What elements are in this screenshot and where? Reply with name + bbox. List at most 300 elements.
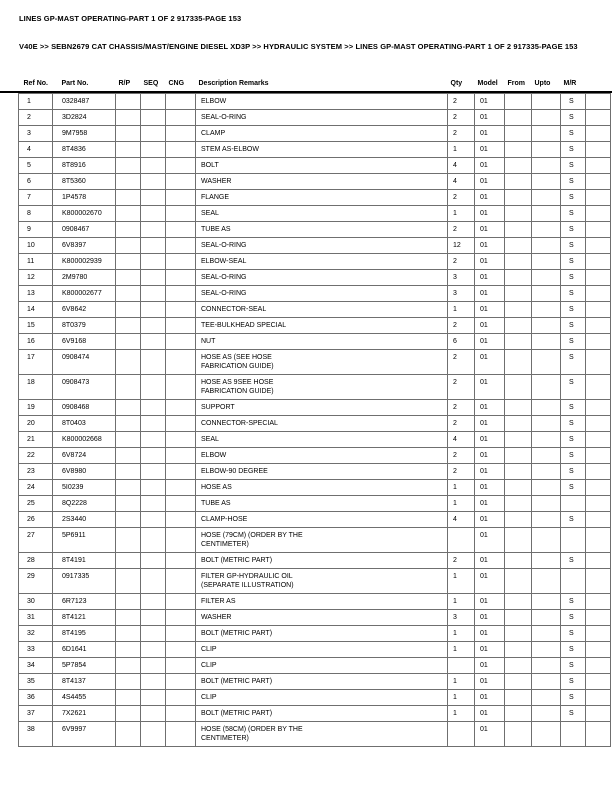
cell-qty: 2 bbox=[448, 317, 475, 333]
cell-mr: S bbox=[561, 609, 586, 625]
cell-from bbox=[505, 593, 532, 609]
cell-qty bbox=[448, 721, 475, 746]
cell-mr: S bbox=[561, 93, 586, 109]
cell-blank bbox=[586, 705, 611, 721]
cell-description bbox=[196, 415, 448, 431]
cell-cng bbox=[166, 317, 196, 333]
cell-rp bbox=[116, 479, 141, 495]
cell-blank bbox=[586, 431, 611, 447]
table-row bbox=[19, 657, 611, 673]
cell-mr: S bbox=[561, 269, 586, 285]
cell-upto bbox=[532, 237, 561, 253]
cell-from bbox=[505, 141, 532, 157]
table-row bbox=[19, 721, 611, 746]
cell-qty: 3 bbox=[448, 269, 475, 285]
cell-blank bbox=[586, 125, 611, 141]
cell-model: 01 bbox=[475, 479, 505, 495]
cell-seq bbox=[141, 689, 166, 705]
cell-from bbox=[505, 673, 532, 689]
description-line-1: CONNECTOR-SPECIAL bbox=[201, 419, 278, 427]
cell-upto bbox=[532, 721, 561, 746]
cell-ref-no: 33 bbox=[19, 641, 53, 657]
cell-blank bbox=[586, 463, 611, 479]
cell-seq bbox=[141, 205, 166, 221]
table-row bbox=[19, 301, 611, 317]
col-header-desc: Description Remarks bbox=[198, 79, 269, 87]
cell-qty: 2 bbox=[448, 463, 475, 479]
cell-description bbox=[196, 333, 448, 349]
col-header-qty: Qty bbox=[450, 79, 463, 87]
cell-cng bbox=[166, 593, 196, 609]
description-line-1: HOSE AS bbox=[201, 483, 232, 491]
col-header-model: Model bbox=[477, 79, 498, 87]
description-line-2: CENTIMETER) bbox=[201, 734, 249, 742]
cell-ref-no: 21 bbox=[19, 431, 53, 447]
cell-ref-no: 20 bbox=[19, 415, 53, 431]
cell-from bbox=[505, 431, 532, 447]
cell-description bbox=[196, 221, 448, 237]
table-row bbox=[19, 625, 611, 641]
cell-from bbox=[505, 463, 532, 479]
description-line-1: WASHER bbox=[201, 613, 232, 621]
description-line-1: ELBOW bbox=[201, 451, 227, 459]
cell-cng bbox=[166, 625, 196, 641]
cell-cng bbox=[166, 109, 196, 125]
cell-blank bbox=[586, 349, 611, 374]
description-line-1: TUBE AS bbox=[201, 225, 231, 233]
cell-ref-no: 28 bbox=[19, 552, 53, 568]
cell-cng bbox=[166, 568, 196, 593]
cell-rp bbox=[116, 593, 141, 609]
cell-part-no: K800002677 bbox=[53, 285, 116, 301]
cell-description bbox=[196, 253, 448, 269]
cell-ref-no: 27 bbox=[19, 527, 53, 552]
cell-description bbox=[196, 349, 448, 374]
cell-qty: 1 bbox=[448, 495, 475, 511]
cell-ref-no: 2 bbox=[19, 109, 53, 125]
cell-mr: S bbox=[561, 374, 586, 399]
cell-upto bbox=[532, 333, 561, 349]
cell-upto bbox=[532, 673, 561, 689]
cell-from bbox=[505, 527, 532, 552]
cell-mr: S bbox=[561, 479, 586, 495]
cell-qty: 1 bbox=[448, 205, 475, 221]
header-rule bbox=[0, 91, 612, 93]
cell-blank bbox=[586, 641, 611, 657]
description-line-2: FABRICATION GUIDE) bbox=[201, 387, 274, 395]
cell-seq bbox=[141, 641, 166, 657]
cell-from bbox=[505, 689, 532, 705]
cell-rp bbox=[116, 349, 141, 374]
cell-part-no: 6D1641 bbox=[53, 641, 116, 657]
cell-qty: 2 bbox=[448, 221, 475, 237]
cell-qty: 2 bbox=[448, 374, 475, 399]
cell-description bbox=[196, 93, 448, 109]
cell-from bbox=[505, 609, 532, 625]
cell-from bbox=[505, 317, 532, 333]
cell-model: 01 bbox=[475, 593, 505, 609]
cell-qty: 3 bbox=[448, 285, 475, 301]
cell-cng bbox=[166, 447, 196, 463]
cell-rp bbox=[116, 317, 141, 333]
col-header-ref: Ref No. bbox=[23, 79, 48, 87]
cell-rp bbox=[116, 689, 141, 705]
cell-model: 01 bbox=[475, 333, 505, 349]
cell-from bbox=[505, 495, 532, 511]
cell-description bbox=[196, 625, 448, 641]
cell-qty: 1 bbox=[448, 479, 475, 495]
cell-from bbox=[505, 125, 532, 141]
cell-model: 01 bbox=[475, 568, 505, 593]
cell-rp bbox=[116, 141, 141, 157]
table-row bbox=[19, 399, 611, 415]
description-line-1: FILTER GP-HYDRAULIC OIL bbox=[201, 572, 293, 580]
cell-model: 01 bbox=[475, 657, 505, 673]
cell-part-no: 8T4836 bbox=[53, 141, 116, 157]
cell-upto bbox=[532, 479, 561, 495]
cell-blank bbox=[586, 109, 611, 125]
cell-model: 01 bbox=[475, 673, 505, 689]
cell-seq bbox=[141, 157, 166, 173]
cell-ref-no: 37 bbox=[19, 705, 53, 721]
cell-upto bbox=[532, 349, 561, 374]
cell-rp bbox=[116, 269, 141, 285]
cell-blank bbox=[586, 495, 611, 511]
cell-seq bbox=[141, 93, 166, 109]
cell-seq bbox=[141, 189, 166, 205]
cell-from bbox=[505, 93, 532, 109]
cell-upto bbox=[532, 221, 561, 237]
cell-seq bbox=[141, 349, 166, 374]
cell-cng bbox=[166, 705, 196, 721]
cell-qty: 6 bbox=[448, 333, 475, 349]
cell-description bbox=[196, 431, 448, 447]
cell-qty: 1 bbox=[448, 689, 475, 705]
cell-part-no: 9M7958 bbox=[53, 125, 116, 141]
cell-seq bbox=[141, 415, 166, 431]
cell-cng bbox=[166, 189, 196, 205]
cell-description bbox=[196, 374, 448, 399]
col-header-cng: CNG bbox=[168, 79, 185, 87]
cell-rp bbox=[116, 157, 141, 173]
cell-model: 01 bbox=[475, 285, 505, 301]
cell-rp bbox=[116, 511, 141, 527]
table-row bbox=[19, 173, 611, 189]
cell-model: 01 bbox=[475, 527, 505, 552]
table-row bbox=[19, 253, 611, 269]
cell-rp bbox=[116, 237, 141, 253]
cell-ref-no: 36 bbox=[19, 689, 53, 705]
cell-description bbox=[196, 399, 448, 415]
cell-mr bbox=[561, 568, 586, 593]
cell-mr: S bbox=[561, 125, 586, 141]
cell-blank bbox=[586, 189, 611, 205]
cell-mr: S bbox=[561, 253, 586, 269]
cell-model: 01 bbox=[475, 317, 505, 333]
cell-ref-no: 15 bbox=[19, 317, 53, 333]
cell-rp bbox=[116, 253, 141, 269]
cell-upto bbox=[532, 593, 561, 609]
cell-rp bbox=[116, 641, 141, 657]
description-line-1: CLIP bbox=[201, 693, 217, 701]
cell-ref-no: 5 bbox=[19, 157, 53, 173]
cell-ref-no: 19 bbox=[19, 399, 53, 415]
cell-seq bbox=[141, 399, 166, 415]
cell-blank bbox=[586, 657, 611, 673]
cell-model: 01 bbox=[475, 431, 505, 447]
cell-mr: S bbox=[561, 705, 586, 721]
cell-upto bbox=[532, 657, 561, 673]
cell-qty: 2 bbox=[448, 415, 475, 431]
cell-part-no: 8T0403 bbox=[53, 415, 116, 431]
cell-upto bbox=[532, 173, 561, 189]
table-row bbox=[19, 125, 611, 141]
cell-seq bbox=[141, 705, 166, 721]
cell-model: 01 bbox=[475, 237, 505, 253]
description-line-1: FILTER AS bbox=[201, 597, 236, 605]
cell-mr: S bbox=[561, 463, 586, 479]
cell-blank bbox=[586, 415, 611, 431]
cell-ref-no: 11 bbox=[19, 253, 53, 269]
cell-cng bbox=[166, 141, 196, 157]
cell-mr: S bbox=[561, 399, 586, 415]
table-row bbox=[19, 511, 611, 527]
cell-ref-no: 25 bbox=[19, 495, 53, 511]
table-row bbox=[19, 552, 611, 568]
cell-model: 01 bbox=[475, 269, 505, 285]
description-line-2: FABRICATION GUIDE) bbox=[201, 362, 274, 370]
cell-model: 01 bbox=[475, 721, 505, 746]
cell-cng bbox=[166, 221, 196, 237]
description-line-1: TUBE AS bbox=[201, 499, 231, 507]
cell-rp bbox=[116, 705, 141, 721]
cell-mr: S bbox=[561, 641, 586, 657]
cell-model: 01 bbox=[475, 157, 505, 173]
cell-cng bbox=[166, 552, 196, 568]
cell-upto bbox=[532, 552, 561, 568]
cell-cng bbox=[166, 173, 196, 189]
cell-mr: S bbox=[561, 221, 586, 237]
cell-qty: 1 bbox=[448, 673, 475, 689]
cell-seq bbox=[141, 221, 166, 237]
cell-blank bbox=[586, 673, 611, 689]
table-row bbox=[19, 641, 611, 657]
cell-ref-no: 26 bbox=[19, 511, 53, 527]
cell-from bbox=[505, 721, 532, 746]
cell-part-no: 8T4137 bbox=[53, 673, 116, 689]
cell-part-no: K800002670 bbox=[53, 205, 116, 221]
cell-from bbox=[505, 568, 532, 593]
cell-ref-no: 14 bbox=[19, 301, 53, 317]
cell-cng bbox=[166, 431, 196, 447]
cell-blank bbox=[586, 205, 611, 221]
table-row bbox=[19, 479, 611, 495]
cell-qty: 2 bbox=[448, 93, 475, 109]
cell-from bbox=[505, 511, 532, 527]
cell-model: 01 bbox=[475, 349, 505, 374]
cell-qty: 2 bbox=[448, 399, 475, 415]
cell-blank bbox=[586, 527, 611, 552]
cell-ref-no: 13 bbox=[19, 285, 53, 301]
cell-cng bbox=[166, 333, 196, 349]
cell-from bbox=[505, 189, 532, 205]
cell-blank bbox=[586, 285, 611, 301]
cell-rp bbox=[116, 527, 141, 552]
table-row bbox=[19, 447, 611, 463]
cell-from bbox=[505, 221, 532, 237]
cell-cng bbox=[166, 609, 196, 625]
parts-table bbox=[18, 74, 611, 747]
cell-part-no: 0328487 bbox=[53, 93, 116, 109]
cell-mr: S bbox=[561, 173, 586, 189]
table-row bbox=[19, 109, 611, 125]
description-line-2: (SEPARATE ILLUSTRATION) bbox=[201, 581, 294, 589]
table-row bbox=[19, 495, 611, 511]
cell-seq bbox=[141, 141, 166, 157]
cell-part-no: 8T4121 bbox=[53, 609, 116, 625]
cell-ref-no: 30 bbox=[19, 593, 53, 609]
page-title: LINES GP-MAST OPERATING-PART 1 OF 2 917335-PAGE 153 bbox=[19, 14, 242, 23]
cell-ref-no: 38 bbox=[19, 721, 53, 746]
cell-seq bbox=[141, 721, 166, 746]
cell-upto bbox=[532, 109, 561, 125]
cell-cng bbox=[166, 157, 196, 173]
cell-cng bbox=[166, 495, 196, 511]
cell-ref-no: 23 bbox=[19, 463, 53, 479]
description-line-1: STEM AS-ELBOW bbox=[201, 145, 259, 153]
cell-upto bbox=[532, 141, 561, 157]
cell-blank bbox=[586, 479, 611, 495]
cell-from bbox=[505, 705, 532, 721]
cell-model: 01 bbox=[475, 641, 505, 657]
cell-rp bbox=[116, 109, 141, 125]
cell-blank bbox=[586, 609, 611, 625]
cell-cng bbox=[166, 285, 196, 301]
description-line-1: BOLT bbox=[201, 161, 219, 169]
cell-mr bbox=[561, 721, 586, 746]
cell-from bbox=[505, 349, 532, 374]
cell-mr: S bbox=[561, 511, 586, 527]
cell-qty: 4 bbox=[448, 511, 475, 527]
cell-rp bbox=[116, 447, 141, 463]
cell-blank bbox=[586, 269, 611, 285]
cell-seq bbox=[141, 511, 166, 527]
cell-part-no: 2S3440 bbox=[53, 511, 116, 527]
cell-rp bbox=[116, 625, 141, 641]
cell-part-no: 8T4191 bbox=[53, 552, 116, 568]
cell-ref-no: 17 bbox=[19, 349, 53, 374]
description-line-2: CENTIMETER) bbox=[201, 540, 249, 548]
cell-part-no: 6V9997 bbox=[53, 721, 116, 746]
cell-blank bbox=[586, 173, 611, 189]
cell-part-no: 8T0379 bbox=[53, 317, 116, 333]
cell-part-no: 6V8980 bbox=[53, 463, 116, 479]
description-line-1: HOSE (58CM) (ORDER BY THE bbox=[201, 725, 303, 733]
cell-upto bbox=[532, 511, 561, 527]
cell-from bbox=[505, 374, 532, 399]
cell-seq bbox=[141, 269, 166, 285]
cell-cng bbox=[166, 463, 196, 479]
cell-blank bbox=[586, 721, 611, 746]
cell-qty bbox=[448, 527, 475, 552]
cell-mr: S bbox=[561, 317, 586, 333]
table-row bbox=[19, 568, 611, 593]
cell-mr: S bbox=[561, 189, 586, 205]
cell-part-no: 8Q2228 bbox=[53, 495, 116, 511]
table-row bbox=[19, 527, 611, 552]
cell-part-no: 2M9780 bbox=[53, 269, 116, 285]
cell-blank bbox=[586, 253, 611, 269]
col-header-seq: SEQ bbox=[143, 79, 159, 87]
cell-part-no: 0908468 bbox=[53, 399, 116, 415]
cell-qty: 1 bbox=[448, 593, 475, 609]
table-row bbox=[19, 689, 611, 705]
cell-description bbox=[196, 301, 448, 317]
description-line-1: NUT bbox=[201, 337, 216, 345]
cell-part-no: K800002939 bbox=[53, 253, 116, 269]
cell-ref-no: 31 bbox=[19, 609, 53, 625]
cell-from bbox=[505, 399, 532, 415]
description-line-1: HOSE AS 9SEE HOSE bbox=[201, 378, 274, 386]
description-line-1: CLAMP-HOSE bbox=[201, 515, 248, 523]
cell-mr bbox=[561, 495, 586, 511]
cell-rp bbox=[116, 125, 141, 141]
cell-part-no: 6V8724 bbox=[53, 447, 116, 463]
cell-rp bbox=[116, 463, 141, 479]
cell-description bbox=[196, 205, 448, 221]
cell-description bbox=[196, 495, 448, 511]
cell-rp bbox=[116, 285, 141, 301]
cell-description bbox=[196, 552, 448, 568]
cell-rp bbox=[116, 568, 141, 593]
cell-upto bbox=[532, 93, 561, 109]
cell-cng bbox=[166, 673, 196, 689]
cell-model: 01 bbox=[475, 511, 505, 527]
cell-rp bbox=[116, 333, 141, 349]
cell-mr: S bbox=[561, 285, 586, 301]
parts-table-body bbox=[19, 93, 611, 746]
cell-cng bbox=[166, 374, 196, 399]
cell-mr: S bbox=[561, 205, 586, 221]
cell-qty: 2 bbox=[448, 189, 475, 205]
cell-cng bbox=[166, 479, 196, 495]
description-line-1: BOLT (METRIC PART) bbox=[201, 709, 273, 717]
cell-from bbox=[505, 253, 532, 269]
cell-ref-no: 8 bbox=[19, 205, 53, 221]
cell-description bbox=[196, 593, 448, 609]
description-line-1: SEAL-O-RING bbox=[201, 289, 247, 297]
cell-upto bbox=[532, 641, 561, 657]
cell-rp bbox=[116, 173, 141, 189]
cell-description bbox=[196, 157, 448, 173]
cell-rp bbox=[116, 93, 141, 109]
cell-ref-no: 34 bbox=[19, 657, 53, 673]
table-row bbox=[19, 93, 611, 109]
cell-part-no: K800002668 bbox=[53, 431, 116, 447]
table-row bbox=[19, 705, 611, 721]
cell-blank bbox=[586, 511, 611, 527]
cell-description bbox=[196, 237, 448, 253]
cell-from bbox=[505, 157, 532, 173]
cell-cng bbox=[166, 301, 196, 317]
cell-from bbox=[505, 205, 532, 221]
cell-blank bbox=[586, 221, 611, 237]
table-row bbox=[19, 317, 611, 333]
description-line-1: CLAMP bbox=[201, 129, 226, 137]
table-row bbox=[19, 269, 611, 285]
cell-seq bbox=[141, 609, 166, 625]
cell-blank bbox=[586, 374, 611, 399]
